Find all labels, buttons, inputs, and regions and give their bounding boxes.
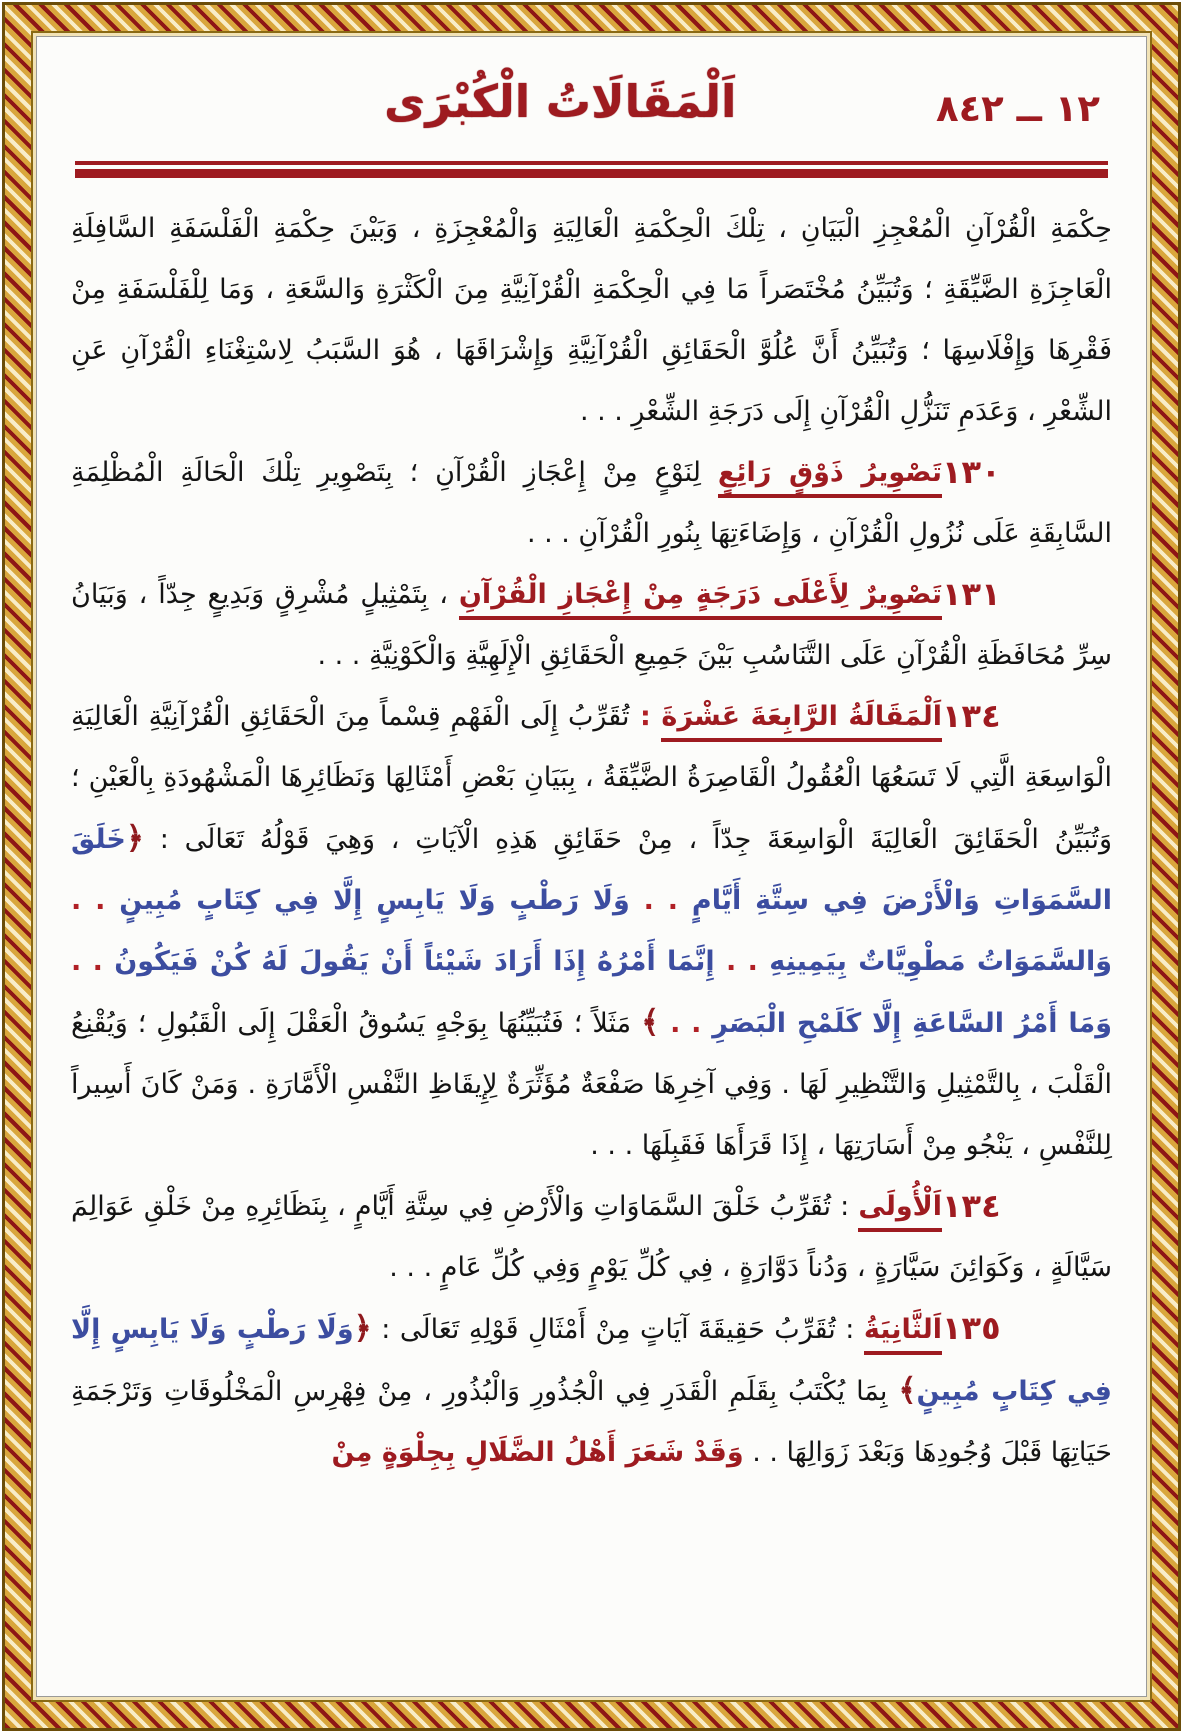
section-number: ١٣٤ <box>942 1187 1001 1225</box>
section-number: ١٣٥ <box>942 1309 1001 1347</box>
ornate-bracket-icon: ﴾ <box>898 1372 917 1408</box>
page-header <box>71 61 1112 161</box>
section-number: ١٣١ <box>942 575 1001 613</box>
body-text-run: : تُقَرِّبُ حَقِيقَةَ آيَاتٍ مِنْ أَمْثَالِ قَوْلِهِ تَعَالَى : <box>371 1314 864 1345</box>
quran-quote: إِنَّمَا أَمْرُهُ إِذَا أَرَادَ شَيْئاً أَنْ يَقُولَ لَهُ كُنْ فَيَكُونُ <box>114 946 715 977</box>
quran-quote: وَلَا رَطْبٍ وَلَا يَابِسٍ إِلَّا فِي كِتَابٍ مُبِينٍ <box>71 1314 1112 1407</box>
section <box>71 686 1112 1176</box>
ornate-bracket-icon: ﴿ <box>353 1310 372 1346</box>
body-text-run: لِنَوْعٍ مِنْ إِعْجَازِ الْقُرْآنِ ؛ بِتَصْوِيرِ تِلْكَ الْحَالَةِ الْمُظْلِمَةِ السَّابِقَةِ عَلَى نُزُولِ الْقُرْآنِ ، وَإِضَاءَتِهَا بِنُورِ الْقُرْآنِ . . . <box>71 457 1112 549</box>
section-heading: تَصْوِيرٌ لِأَعْلَى دَرَجَةٍ مِنْ إِعْجَازِ الْقُرْآنِ <box>459 579 942 620</box>
divider-thick-line <box>75 169 1108 178</box>
quran-quote: وَمَا أَمْرُ السَّاعَةِ إِلَّا كَلَمْحِ الْبَصَرِ <box>712 1008 1112 1039</box>
quran-quote: خَلَقَ السَّمَوَاتِ وَالْأَرْضَ فِي سِتَّةِ أَيَّامٍ <box>71 824 1112 916</box>
body-text-run: : تُقَرِّبُ خَلْقَ السَّمَاوَاتِ وَالْأَرْضِ فِي سِتَّةِ أَيَّامٍ ، بِنَظَائِرِهِ مِنْ خَلْقِ عَوَالِمَ سَيَّالَةٍ ، وَكَوَائِنَ سَيَّارَةٍ ، وَدُناً دَوَّارَةٍ ، فِي كُلِّ يَوْمٍ وَفِي كُلِّ عَامٍ . . . <box>71 1191 1112 1283</box>
body-text-run: حِكْمَةِ الْقُرْآنِ الْمُعْجِزِ الْبَيَانِ ، تِلْكَ الْحِكْمَةِ الْعَالِيَةِ وَالْمُعْجِزَةِ ، وَبَيْنَ حِكْمَةِ الْفَلْسَفَةِ السَّافِلَةِ الْعَاجِزَةِ الضَّيِّقَةِ ؛ وَتُبَيِّنُ مُخْتَصَراً مَا فِي الْحِكْمَةِ الْقُرْآنِيَّةِ مِنَ الْكَثْرَةِ وَالسَّعَةِ ، وَمَا لِلْفَلْسَفَةِ مِنْ فَقْرِهَا وَإِفْلَاسِهَا ؛ وَتُبَيِّنُ أَنَّ عُلُوَّ الْحَقَائِقِ الْقُرْآنِيَّةِ وَإِشْرَاقَهَا ، هُوَ السَّبَبُ لِاسْتِغْنَاءِ الْقُرْآنِ عَنِ الشِّعْرِ ، وَعَدَمِ تَنَزُّلِ الْقُرْآنِ إِلَى دَرَجَةِ الشِّعْرِ . . . <box>71 213 1112 427</box>
body-text-run: ، بِتَمْثِيلٍ مُشْرِقٍ وَبَدِيعٍ جِدّاً ، وَبَيَانُ سِرِّ مُحَافَظَةِ الْقُرْآنِ عَلَى التَّنَاسُبِ بَيْنَ جَمِيعِ الْحَقَائِقِ الْإِلَهِيَّةِ وَالْكَوْنِيَّةِ . . . <box>71 579 1112 671</box>
page-number: ١٢ ــ ٨٤٢ <box>936 87 1100 130</box>
page-title: اَلْمَقَالَاتُ الْكُبْرَى <box>384 75 737 128</box>
quran-quote: وَلَا رَطْبٍ وَلَا يَابِسٍ إِلَّا فِي كِتَابٍ مُبِينٍ <box>119 885 630 916</box>
section <box>71 564 1112 686</box>
page-sheet <box>36 36 1147 1697</box>
header-divider <box>75 161 1108 178</box>
red-separator: . . <box>714 946 770 977</box>
sections <box>71 198 1112 1483</box>
divider-thin-line <box>75 161 1108 165</box>
section-heading: اَلْأُولَى <box>858 1191 942 1232</box>
page-inner <box>37 37 1146 1696</box>
section-heading: اَلْمَقَالَةُ الرَّابِعَةَ عَشْرَةَ <box>661 701 942 742</box>
red-separator: . . <box>71 885 120 916</box>
red-separator: . . <box>629 885 692 916</box>
body-text-run: تُقَرِّبُ إِلَى الْفَهْمِ قِسْماً مِنَ الْحَقَائِقِ الْقُرْآنِيَّةِ الْعَالِيَةِ الْوَاسِعَةِ الَّتِي لَا تَسَعُهَا الْعُقُولُ الْقَاصِرَةُ الضَّيِّقَةُ ، بِبَيَانِ بَعْضِ أَمْثَالِهَا وَنَظَائِرِهَا الْمَشْهُودَةِ بِالْعَيْنِ ؛ وَتُبَيِّنُ الْحَقَائِقَ الْعَالِيَةَ الْوَاسِعَةَ جِدّاً ، مِنْ حَقَائِقِ هَذِهِ الْآيَاتِ ، وَهِيَ قَوْلُهُ تَعَالَى : <box>71 701 1112 855</box>
section-number: ١٣٤ <box>942 697 1001 735</box>
quran-quote: وَالسَّمَوَاتُ مَطْوِيَّاتٌ بِيَمِينِهِ <box>769 946 1112 977</box>
body-text-run: مَثَلاً ؛ فَتُبَيِّنُهَا بِوَجْهٍ يَسُوقُ الْعَقْلَ إِلَى الْقَبُولِ ؛ وَيُقْنِعُ الْقَلْبَ ، بِالتَّمْثِيلِ وَالتَّنْظِيرِ لَهَا . وَفِي آخِرِهَا صَفْعَةٌ مُؤَثِّرَةٌ لِإِيقَاظِ النَّفْسِ الْأَمَّارَةِ . وَمَنْ كَانَ أَسِيراً لِلنَّفْسِ ، يَنْجُو مِنْ أَسَارَتِهَا ، إِذَا قَرَأَهَا فَقَبِلَهَا . . . <box>71 1008 1112 1161</box>
section <box>71 1298 1112 1483</box>
section <box>71 442 1112 564</box>
red-separator: : <box>629 701 662 732</box>
section <box>71 198 1112 442</box>
section-heading: اَلثَّانِيَةُ <box>864 1314 942 1355</box>
section-number: ١٣٠ <box>942 453 1001 491</box>
body-text-run: بِمَا يُكْتَبُ بِقَلَمِ الْقَدَرِ فِي الْجُذُورِ وَالْبُذُورِ ، مِنْ فِهْرِسِ الْمَخْلُوقَاتِ وَتَرْجَمَةِ حَيَاتِهَا قَبْلَ وُجُودِهَا وَبَعْدَ زَوَالِهَا . . <box>71 1376 1112 1468</box>
section <box>71 1176 1112 1298</box>
red-separator: . . <box>71 946 115 977</box>
red-emphasis: وَقَدْ شَعَرَ أَهْلُ الضَّلَالِ بِجِلْوَةٍ مِنْ <box>331 1437 744 1468</box>
red-separator: . . <box>659 1008 713 1039</box>
ornate-bracket-icon: ﴿ <box>125 820 144 856</box>
section-heading: تَصْوِيرُ ذَوْقٍ رَائِعٍ <box>718 457 942 498</box>
ornate-bracket-icon: ﴾ <box>641 1004 660 1040</box>
